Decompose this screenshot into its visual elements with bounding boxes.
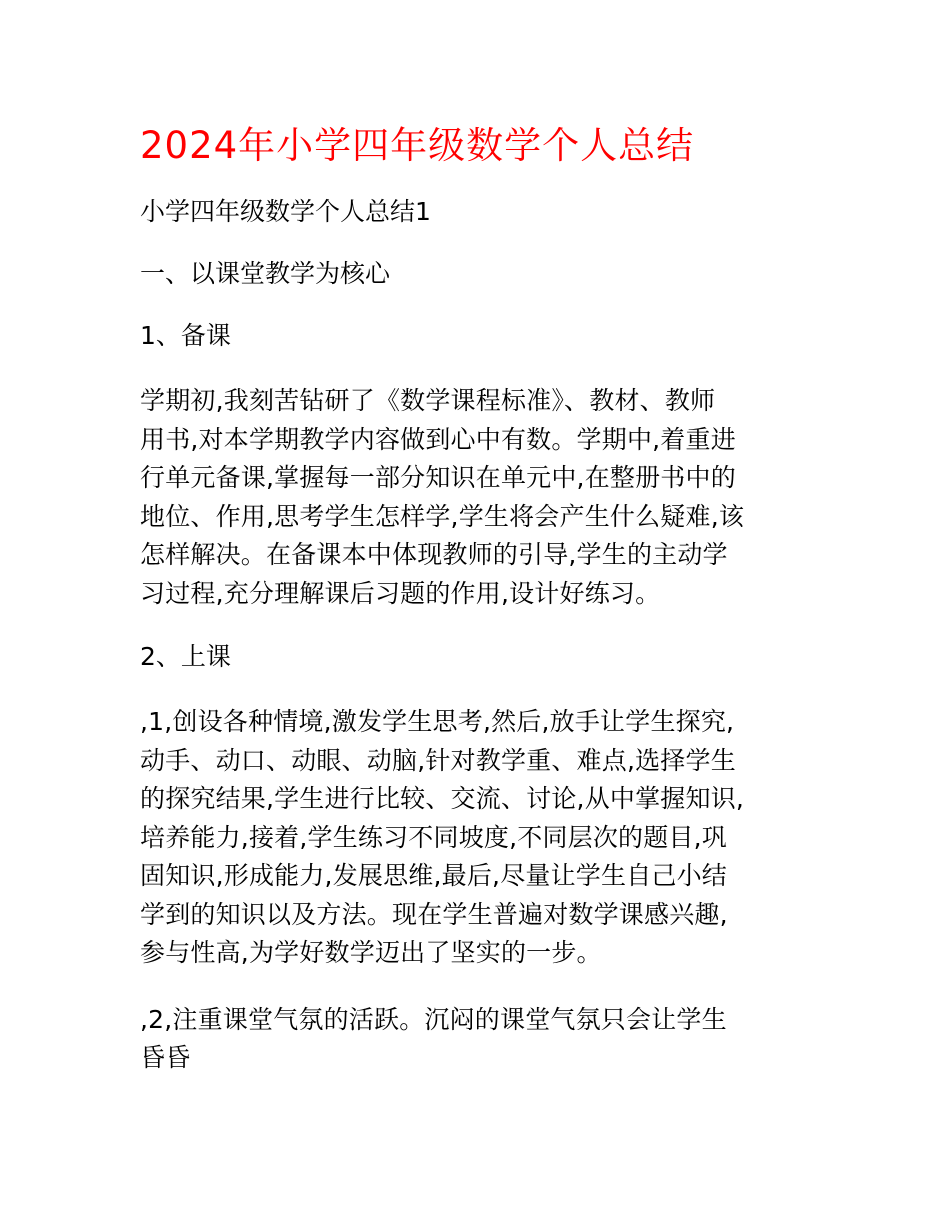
section-heading-lesson-prep: 1、备课 [140,321,231,350]
paragraph-line: 固知识,形成能力,发展思维,最后,尽量让学生自己小结 [140,861,727,890]
section-heading-class-teaching: 2、上课 [140,642,231,671]
paragraph-class-teaching-2 [140,1001,820,1078]
paragraph-line: 动手、动口、动眼、动脑,针对教学重、难点,选择学生 [140,745,736,775]
document-title: 2024年小学四年级数学个人总结 [140,124,695,167]
paragraph-line: 培养能力,接着,学生练习不同坡度,不同层次的题目,巩 [140,822,727,852]
paragraph-line: 习过程,充分理解课后习题的作用,设计好练习。 [140,578,661,608]
paragraph-lesson-prep [140,382,820,613]
paragraph-line: 用书,对本学期教学内容做到心中有数。学期中,着重进 [140,424,736,454]
document-subtitle: 小学四年级数学个人总结1 [140,197,431,226]
paragraph-line: 参与性高,为学好数学迈出了坚实的一步。 [140,938,602,967]
paragraph-line: 昏昏 [140,1043,191,1072]
paragraph-line: ,2,注重课堂气氛的活跃。沉闷的课堂气氛只会让学生 [140,1004,727,1034]
paragraph-class-teaching-1 [140,703,820,973]
paragraph-line: ,1,创设各种情境,激发学生思考,然后,放手让学生探究, [140,707,735,736]
paragraph-line: 行单元备课,掌握每一部分知识在单元中,在整册书中的 [140,463,736,492]
paragraph-line: 学到的知识以及方法。现在学生普遍对数学课感兴趣, [140,899,728,929]
paragraph-line: 地位、作用,思考学生怎样学,学生将会产生什么疑难,该 [140,501,745,531]
section-heading-teaching-core: 一、以课堂教学为核心 [140,259,391,288]
document-page [140,120,820,1078]
paragraph-line: 怎样解决。在备课本中体现教师的引导,学生的主动学 [140,540,728,569]
paragraph-line: 学期初,我刻苦钻研了《数学课程标准》、教材、教师 [140,386,716,415]
paragraph-line: 的探究结果,学生进行比较、交流、讨论,从中掌握知识, [140,784,745,813]
